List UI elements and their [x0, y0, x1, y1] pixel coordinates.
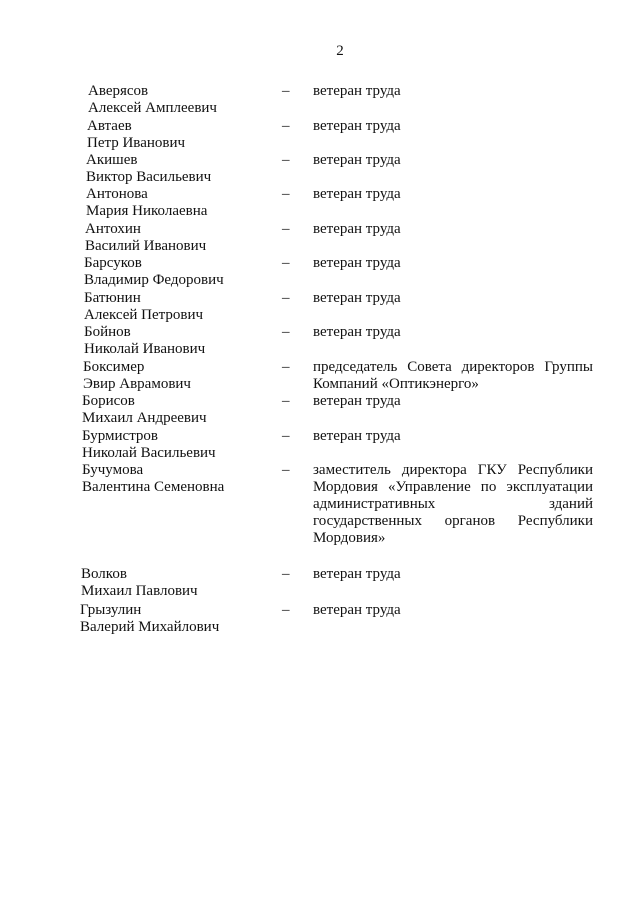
person-name: [87, 118, 287, 152]
given-names: Николай Васильевич: [82, 445, 216, 461]
description-line: государственных органов Республики: [313, 513, 593, 529]
surname: Волков: [81, 566, 127, 582]
dash-separator: –: [282, 462, 290, 478]
person-name: [83, 359, 283, 393]
description: [313, 221, 593, 238]
person-name: [82, 428, 282, 462]
description-line: ветеран труда: [313, 221, 401, 237]
description-line: ветеран труда: [313, 186, 401, 202]
dash-separator: –: [282, 186, 290, 202]
surname: Грызулин: [80, 602, 142, 618]
description-line: Мордовия»: [313, 530, 386, 546]
description-line: ветеран труда: [313, 566, 401, 582]
given-names: Валентина Семеновна: [82, 479, 225, 495]
surname: Бучумова: [82, 462, 144, 478]
description-line: Компаний «Оптикэнерго»: [313, 376, 479, 392]
page-number: 2: [336, 43, 344, 59]
given-names: Алексей Амплеевич: [88, 100, 217, 116]
dash-separator: –: [282, 602, 290, 618]
given-names: Виктор Васильевич: [86, 169, 212, 185]
surname: Боксимер: [83, 359, 145, 375]
given-names: Михаил Павлович: [81, 583, 198, 599]
dash-separator: –: [282, 324, 290, 340]
description: [313, 602, 593, 619]
person-name: [86, 186, 286, 220]
dash-separator: –: [282, 428, 290, 444]
given-names: Василий Иванович: [85, 238, 207, 254]
description: [313, 393, 593, 410]
dash-separator: –: [282, 359, 290, 375]
dash-separator: –: [282, 83, 290, 99]
dash-separator: –: [282, 118, 290, 134]
description: [313, 462, 593, 547]
given-names: Эвир Аврамович: [83, 376, 191, 392]
person-name: [82, 462, 282, 496]
description: [313, 428, 593, 445]
person-name: [81, 566, 281, 600]
description: [313, 255, 593, 272]
person-name: [82, 393, 282, 427]
dash-separator: –: [282, 290, 290, 306]
description: [313, 566, 593, 583]
description: [313, 152, 593, 169]
given-names: Николай Иванович: [84, 341, 206, 357]
surname: Антохин: [85, 221, 141, 237]
description-line: ветеран труда: [313, 428, 401, 444]
description-line: административных зданий: [313, 496, 593, 512]
person-name: [80, 602, 280, 636]
person-name: [88, 83, 288, 117]
description-line: ветеран труда: [313, 602, 401, 618]
description: [313, 186, 593, 203]
description-line: председатель Совета директоров Группы: [313, 359, 593, 375]
dash-separator: –: [282, 152, 290, 168]
given-names: Валерий Михайлович: [80, 619, 220, 635]
dash-separator: –: [282, 566, 290, 582]
person-name: [84, 255, 284, 289]
description-line: ветеран труда: [313, 290, 401, 306]
description-line: ветеран труда: [313, 152, 401, 168]
surname: Антонова: [86, 186, 148, 202]
surname: Аверясов: [88, 83, 149, 99]
given-names: Владимир Федорович: [84, 272, 224, 288]
description-line: Мордовия «Управление по эксплуатации: [313, 479, 593, 495]
surname: Барсуков: [84, 255, 142, 271]
dash-separator: –: [282, 255, 290, 271]
dash-separator: –: [282, 393, 290, 409]
given-names: Михаил Андреевич: [82, 410, 207, 426]
description-line: ветеран труда: [313, 255, 401, 271]
person-name: [84, 290, 284, 324]
surname: Борисов: [82, 393, 135, 409]
dash-separator: –: [282, 221, 290, 237]
surname: Акишев: [86, 152, 138, 168]
description: [313, 83, 593, 100]
person-name: [85, 221, 285, 255]
description-line: ветеран труда: [313, 83, 401, 99]
surname: Бойнов: [84, 324, 131, 340]
description: [313, 118, 593, 135]
surname: Бурмистров: [82, 428, 159, 444]
given-names: Мария Николаевна: [86, 203, 208, 219]
description: [313, 359, 593, 393]
given-names: Петр Иванович: [87, 135, 186, 151]
description-line: ветеран труда: [313, 393, 401, 409]
surname: Батюнин: [84, 290, 141, 306]
description-line: ветеран труда: [313, 118, 401, 134]
person-name: [86, 152, 286, 186]
description: [313, 324, 593, 341]
given-names: Алексей Петрович: [84, 307, 204, 323]
surname: Автаев: [87, 118, 132, 134]
description: [313, 290, 593, 307]
person-name: [84, 324, 284, 358]
description-line: ветеран труда: [313, 324, 401, 340]
description-line: заместитель директора ГКУ Республики: [313, 462, 593, 478]
